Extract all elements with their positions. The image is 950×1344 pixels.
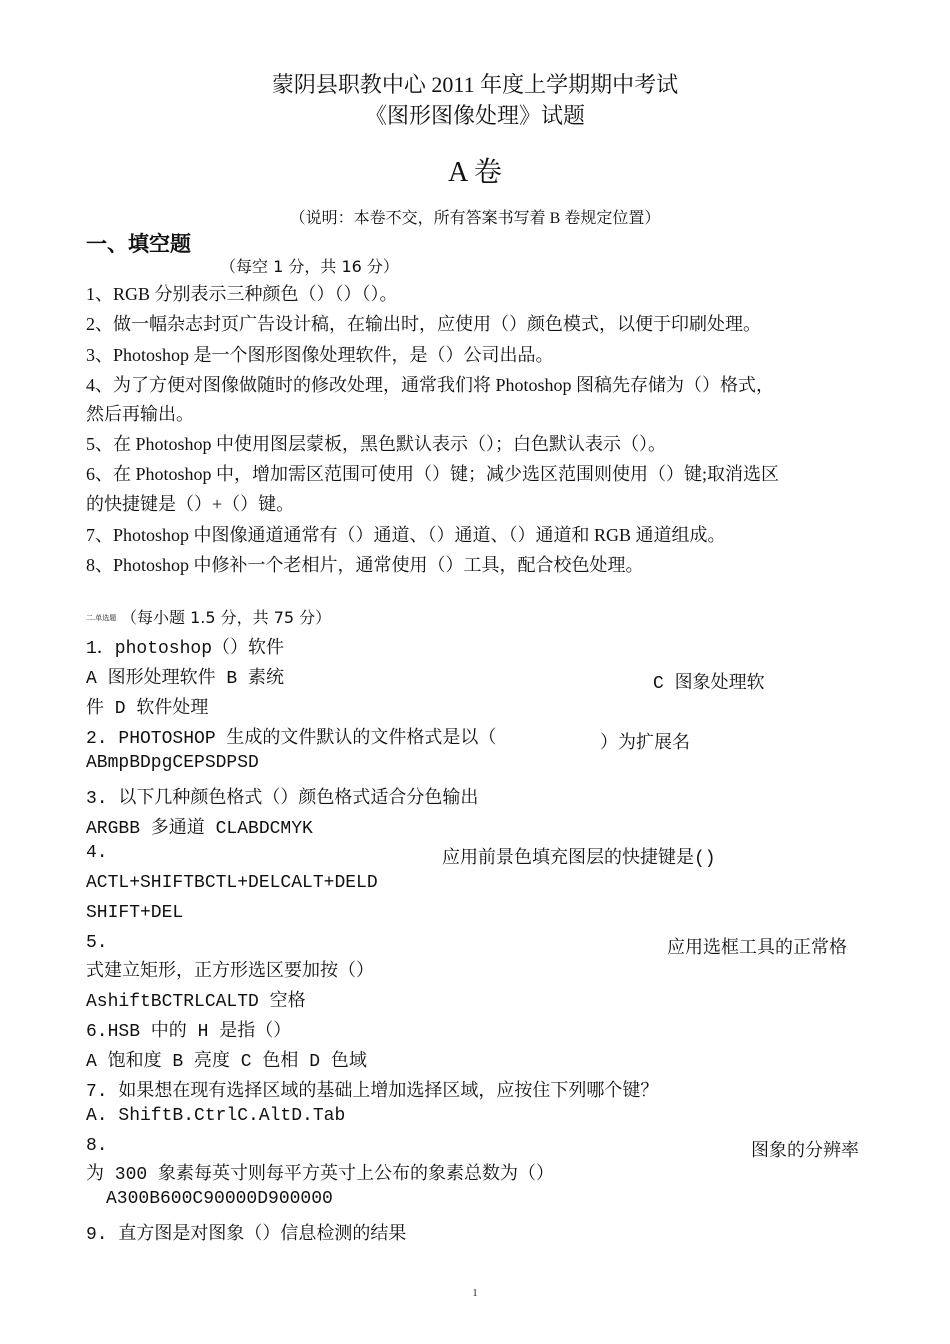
fill-item-3: 3、Photoshop 是一个图形图像处理软件，是（）公司出品。: [86, 345, 554, 365]
fill-item-4-cont: 然后再输出。: [86, 404, 194, 424]
q4-number: 4.: [86, 843, 108, 863]
fill-item-6: 6、在 Photoshop 中，增加需区范围可使用（）键；减少选区范围则使用（）键;取消选区: [86, 464, 780, 484]
instruction-note: （说明：本卷不交，所有答案书写着 B 卷规定位置）: [289, 210, 661, 227]
q7-options: A. ShiftB.CtrlC.AltD.Tab: [86, 1106, 346, 1126]
section2-score-note: （每小题 1.5 分，共 75 分）: [121, 608, 332, 627]
exam-subtitle: 《图形图像处理》试题: [364, 103, 585, 128]
q9-stem: 9. 直方图是对图象（）信息检测的结果: [86, 1225, 407, 1245]
q5-options: AshiftBCTRLCALTD 空格: [86, 992, 306, 1012]
q8-stem-cont: 为 300 象素每英寸则每平方英寸上公布的象素总数为（）: [86, 1165, 555, 1185]
q3-stem: 3. 以下几种颜色格式（）颜色格式适合分色输出: [86, 789, 479, 809]
q7-stem: 7. 如果想在现有选择区域的基础上增加选择区域，应按住下列哪个键？: [86, 1082, 659, 1102]
section1-heading: 一、填空题: [86, 232, 191, 256]
q8-options: A300B600C90000D900000: [106, 1189, 333, 1209]
q6-stem: 6.HSB 中的 H 是指（）: [86, 1022, 292, 1042]
page-number: 1: [472, 1288, 478, 1299]
section2-heading: 二.单选题: [86, 614, 117, 622]
q3-options: ARGBB 多通道 CLABDCMYK: [86, 819, 313, 839]
q6-options: A 饱和度 B 亮度 C 色相 D 色域: [86, 1052, 367, 1072]
q5-stem-cont: 式建立矩形，正方形选区要加按（）: [86, 962, 374, 982]
fill-item-8: 8、Photoshop 中修补一个老相片，通常使用（）工具，配合校色处理。: [86, 555, 644, 575]
fill-item-7: 7、Photoshop 中图像通道通常有（）通道、（）通道、（）通道和 RGB 通道组成。: [86, 525, 726, 545]
q8-stem: 图象的分辨率: [751, 1142, 859, 1162]
fill-item-2: 2、做一幅杂志封页广告设计稿，在输出时，应使用（）颜色模式，以便于印刷处理。: [86, 314, 761, 334]
q1-stem: 1．photoshop（）软件: [86, 639, 285, 659]
q4-options: ACTL+SHIFTBCTL+DELCALT+DELD: [86, 873, 378, 893]
q5-number: 5.: [86, 933, 108, 953]
section1-score-note: （每空 1 分，共 16 分）: [220, 257, 399, 276]
q2-stem-tail: ）为扩展名: [600, 734, 690, 754]
q1-options-d: 件 D 软件处理: [86, 699, 209, 719]
q4-stem: 应用前景色填充图层的快捷键是(): [442, 849, 716, 869]
q8-number: 8.: [86, 1136, 108, 1156]
fill-item-1: 1、RGB 分别表示三种颜色（）（）（）。: [86, 284, 398, 304]
paper-label: A 卷: [448, 157, 502, 188]
q5-stem: 应用选框工具的正常格: [667, 939, 847, 959]
q2-stem: 2. PHOTOSHOP 生成的文件默认的文件格式是以（: [86, 729, 497, 749]
q4-options-cont: SHIFT+DEL: [86, 903, 184, 923]
q2-stem-clip: [600, 728, 740, 754]
fill-item-4: 4、为了方便对图像做随时的修改处理，通常我们将 Photoshop 图稿先存储为（）格式，: [86, 375, 775, 395]
fill-item-6-cont: 的快捷键是（）+（）键。: [86, 494, 295, 514]
exam-title: 蒙阴县职教中心 2011 年度上学期期中考试: [271, 72, 679, 97]
fill-item-5: 5、在 Photoshop 中使用图层蒙板，黑色默认表示（）；白色默认表示（）。: [86, 434, 667, 454]
q2-options: ABmpBDpgCEPSDPSD: [86, 753, 259, 773]
q1-options-a: A 图形处理软件 B 素统: [86, 669, 285, 689]
q1-options-c: C 图象处理软: [653, 674, 765, 694]
